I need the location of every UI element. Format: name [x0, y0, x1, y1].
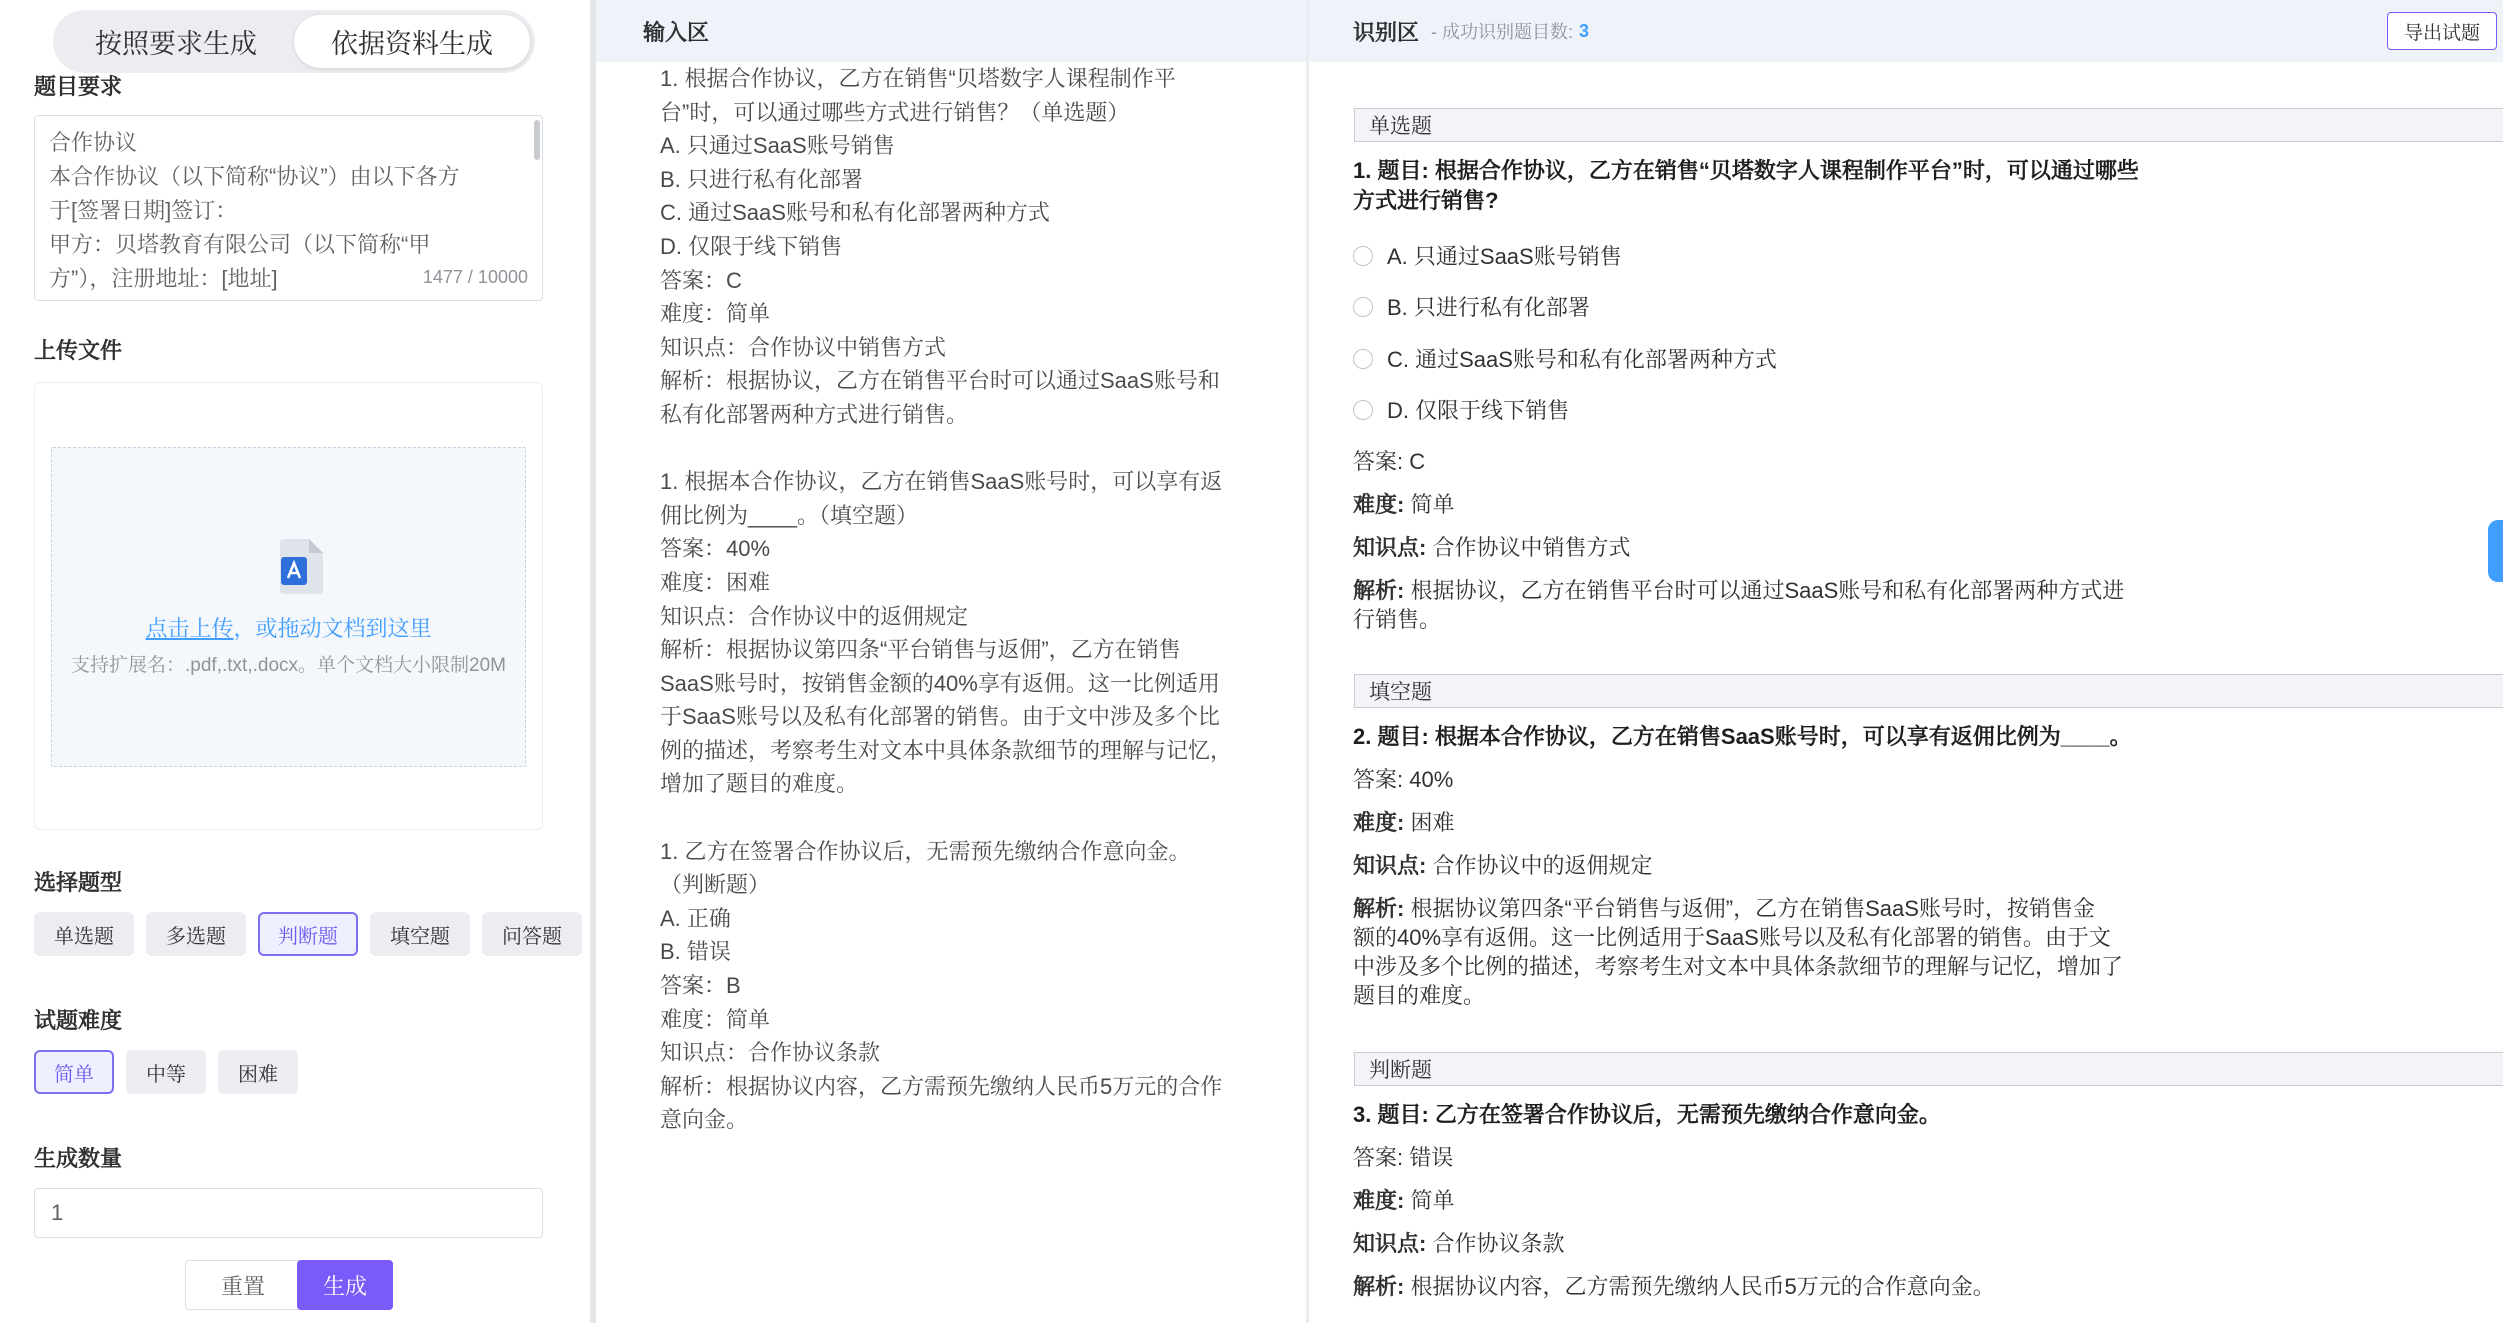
- type-true-false[interactable]: 判断题: [258, 912, 358, 956]
- explanation: [1353, 576, 2153, 634]
- difficulty-label: 难度:: [1353, 1188, 1405, 1213]
- difficulty-value: 简单: [1410, 492, 1455, 517]
- req-line: 合作协议: [49, 130, 138, 155]
- input-text-line: 1. 根据本合作协议，乙方在销售SaaS账号时，可以享有返: [660, 469, 1223, 495]
- input-text-line: D. 仅限于线下销售: [660, 233, 843, 259]
- click-upload-link[interactable]: 点击上传: [145, 616, 234, 641]
- textarea-scrollbar[interactable]: [534, 120, 540, 160]
- radio-icon[interactable]: [1353, 297, 1373, 317]
- knowledge-point: [1353, 533, 2153, 562]
- option-c[interactable]: [1353, 343, 1777, 374]
- type-multiple-choice[interactable]: 多选题: [146, 912, 246, 956]
- option-label: A. 只通过SaaS账号销售: [1387, 244, 1622, 269]
- side-drawer-handle[interactable]: [2488, 520, 2503, 582]
- explanation-line: 题目的难度。: [1353, 983, 1486, 1008]
- answer: 答案: C: [1353, 449, 1426, 474]
- input-text-line: 答案：B: [660, 973, 741, 999]
- knowledge-point: [1353, 1229, 2153, 1258]
- input-text-line: 1. 根据合作协议，乙方在销售“贝塔数字人课程制作平: [660, 66, 1176, 91]
- input-text-line: 答案：40%: [660, 536, 771, 562]
- answer: 答案: 错误: [1353, 1145, 1454, 1170]
- question-title: 3. 题目: 乙方在签署合作协议后，无需预先缴纳合作意向金。: [1353, 1102, 1941, 1127]
- pdf-file-icon: [279, 537, 325, 595]
- question-type-group: [34, 912, 582, 956]
- recognition-panel-title: 识别区: [1353, 19, 1420, 45]
- difficulty-easy[interactable]: 简单: [34, 1050, 114, 1094]
- req-line: 于[签署日期]签订：: [49, 198, 238, 223]
- input-text-line: 知识点：合作协议中的返佣规定: [660, 603, 969, 629]
- input-text-line: [660, 801, 1260, 835]
- count-title: 生成数量: [34, 1146, 123, 1171]
- explanation-line: 根据协议第四条“平台销售与返佣”，乙方在销售SaaS账号时，按销售金: [1410, 896, 2095, 921]
- option-d[interactable]: [1353, 394, 1569, 425]
- explanation-label: 解析:: [1353, 896, 1405, 921]
- input-text-line: [660, 432, 1260, 466]
- radio-icon[interactable]: [1353, 400, 1373, 420]
- input-text-line: 意向金。: [660, 1107, 749, 1133]
- question-title: [1353, 156, 2173, 216]
- knowledge-value: 合作协议中销售方式: [1432, 535, 1631, 560]
- mode-switch: [53, 10, 535, 73]
- option-a[interactable]: [1353, 240, 1622, 271]
- difficulty-label: 难度:: [1353, 492, 1405, 517]
- input-text-line: 难度：困难: [660, 569, 771, 595]
- input-text-area[interactable]: [660, 62, 1260, 1137]
- input-text-line: 佣比例为____。（填空题）: [660, 502, 918, 528]
- difficulty: [1353, 1186, 2153, 1215]
- explanation-line: 额的40%享有返佣。这一比例适用于SaaS账号以及私有化部署的销售。由于文: [1353, 925, 2111, 950]
- difficulty-value: 简单: [1410, 1188, 1455, 1213]
- export-button[interactable]: 导出试题: [2387, 12, 2497, 50]
- difficulty-medium[interactable]: 中等: [126, 1050, 206, 1094]
- question-type-header: 判断题: [1354, 1052, 2503, 1086]
- type-qa[interactable]: 问答题: [482, 912, 582, 956]
- input-text-line: 解析：根据协议，乙方在销售平台时可以通过SaaS账号和: [660, 368, 1220, 394]
- explanation-line: 根据协议，乙方在销售平台时可以通过SaaS账号和私有化部署两种方式进: [1410, 578, 2125, 603]
- radio-icon[interactable]: [1353, 246, 1373, 266]
- explanation-label: 解析:: [1353, 1274, 1405, 1299]
- difficulty-value: 困难: [1410, 810, 1455, 835]
- explanation-line: 行销售。: [1353, 607, 1442, 632]
- requirement-textarea[interactable]: [34, 115, 543, 301]
- recognition-panel-header: [1309, 0, 2503, 62]
- input-text-line: SaaS账号时，按销售金额的40%享有返佣。这一比例适用: [660, 670, 1220, 696]
- input-text-line: A. 只通过SaaS账号销售: [660, 133, 895, 159]
- input-text-line: 1. 乙方在签署合作协议后，无需预先缴纳合作意向金。: [660, 838, 1191, 864]
- input-panel-header: [596, 0, 1306, 62]
- input-text-line: B. 只进行私有化部署: [660, 166, 863, 192]
- reset-button[interactable]: 重置: [185, 1260, 301, 1310]
- type-single-choice[interactable]: 单选题: [34, 912, 134, 956]
- req-line: 甲方：贝塔教育有限公司（以下简称“甲: [49, 232, 431, 257]
- input-text-line: 难度：简单: [660, 1006, 771, 1032]
- explanation-label: 解析:: [1353, 578, 1405, 603]
- input-text-line: 解析：根据协议第四条“平台销售与返佣”，乙方在销售: [660, 637, 1181, 663]
- generate-button[interactable]: 生成: [297, 1260, 393, 1310]
- difficulty-hard[interactable]: 困难: [218, 1050, 298, 1094]
- input-text-line: 例的描述，考察考生对文本中具体条款细节的理解与记忆，: [660, 737, 1233, 763]
- requirement-title: 题目要求: [34, 74, 123, 99]
- drag-hint: ，或拖动文档到这里: [233, 616, 432, 641]
- char-counter: 1477 / 10000: [417, 260, 528, 294]
- knowledge-point: [1353, 851, 2153, 880]
- option-label: D. 仅限于线下销售: [1387, 398, 1570, 423]
- input-text-line: 于SaaS账号以及私有化部署的销售。由于文中涉及多个比: [660, 704, 1220, 730]
- knowledge-value: 合作协议条款: [1432, 1231, 1565, 1256]
- option-b[interactable]: [1353, 291, 1590, 322]
- question-type-title: 选择题型: [34, 870, 123, 895]
- req-line: 方”），注册地址：[地址]: [49, 266, 278, 291]
- input-text-line: 知识点：合作协议中销售方式: [660, 334, 947, 360]
- upload-link-text[interactable]: [52, 612, 525, 643]
- input-text-line: （判断题）: [660, 872, 771, 898]
- knowledge-label: 知识点:: [1353, 1231, 1427, 1256]
- question-title-line: 方式进行销售?: [1353, 188, 1499, 213]
- count-input[interactable]: 1: [34, 1188, 543, 1238]
- recognized-count: 3: [1579, 20, 1590, 41]
- option-label: C. 通过SaaS账号和私有化部署两种方式: [1387, 347, 1777, 372]
- upload-hint: 支持扩展名：.pdf,.txt,.docx。单个文档大小限制20M: [71, 655, 506, 676]
- input-text-line: 解析：根据协议内容，乙方需预先缴纳人民币5万元的合作: [660, 1073, 1223, 1099]
- explanation-line: 中涉及多个比例的描述，考察考生对文本中具体条款细节的理解与记忆，增加了: [1353, 954, 2124, 979]
- input-text-line: 知识点：合作协议条款: [660, 1040, 881, 1066]
- input-text-line: 增加了题目的难度。: [660, 771, 859, 797]
- explanation: [1353, 1272, 2153, 1301]
- tab-generate-by-material[interactable]: 依据资料生成: [294, 15, 530, 68]
- explanation: [1353, 894, 2153, 1010]
- input-text-line: A. 正确: [660, 905, 731, 931]
- upload-title: 上传文件: [34, 338, 123, 363]
- difficulty: [1353, 808, 2153, 837]
- knowledge-value: 合作协议中的返佣规定: [1432, 853, 1653, 878]
- option-label: B. 只进行私有化部署: [1387, 295, 1590, 320]
- explanation-value: 根据协议内容，乙方需预先缴纳人民币5万元的合作意向金。: [1410, 1274, 1995, 1299]
- difficulty-group: [34, 1050, 298, 1094]
- answer: 答案: 40%: [1353, 767, 1454, 792]
- input-text-line: 答案：C: [660, 267, 742, 293]
- difficulty-title: 试题难度: [34, 1008, 123, 1033]
- question-title: 2. 题目: 根据本合作协议，乙方在销售SaaS账号时，可以享有返佣比例为____。: [1353, 724, 2132, 749]
- tab-generate-by-requirement[interactable]: 按照要求生成: [95, 29, 257, 59]
- recognition-panel: [1309, 0, 2503, 1323]
- upload-dropzone[interactable]: [51, 447, 526, 767]
- input-panel: [596, 0, 1306, 1323]
- req-line: 本合作协议（以下简称“协议”）由以下各方: [49, 164, 460, 189]
- config-panel: [0, 0, 590, 1323]
- difficulty: [1353, 490, 2153, 519]
- input-text-line: 台”时，可以通过哪些方式进行销售？（单选题）: [660, 99, 1130, 125]
- type-fill-blank[interactable]: 填空题: [370, 912, 470, 956]
- question-title-line: 1. 题目: 根据合作协议，乙方在销售“贝塔数字人课程制作平台”时，可以通过哪些: [1353, 158, 2139, 183]
- input-panel-title: 输入区: [643, 19, 710, 45]
- question-type-header: 单选题: [1354, 108, 2503, 142]
- difficulty-label: 难度:: [1353, 810, 1405, 835]
- input-text-line: 私有化部署两种方式进行销售。: [660, 401, 969, 427]
- radio-icon[interactable]: [1353, 349, 1373, 369]
- question-type-header: 填空题: [1354, 674, 2503, 708]
- input-text-line: 难度：简单: [660, 301, 771, 327]
- input-text-line: C. 通过SaaS账号和私有化部署两种方式: [660, 200, 1050, 226]
- recognized-count-label: - 成功识别题目数:: [1431, 22, 1574, 42]
- upload-card: [34, 382, 543, 830]
- knowledge-label: 知识点:: [1353, 535, 1427, 560]
- knowledge-label: 知识点:: [1353, 853, 1427, 878]
- input-text-line: B. 错误: [660, 939, 731, 965]
